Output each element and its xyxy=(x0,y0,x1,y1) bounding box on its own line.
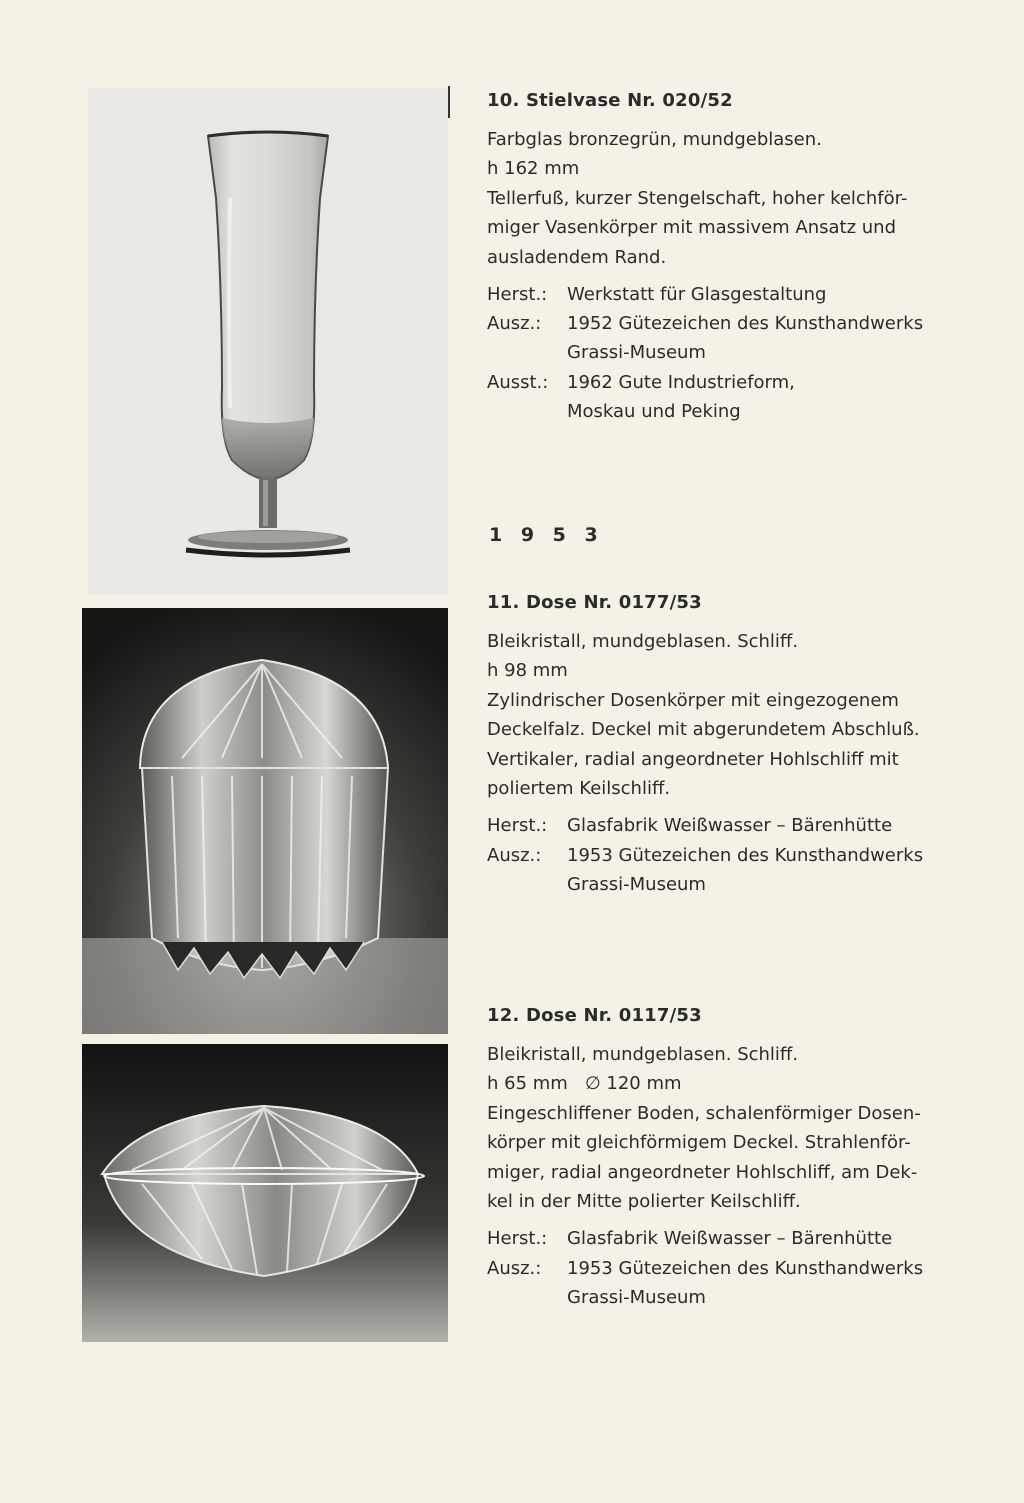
description-line: kel in der Mitte polierter Keilschliff. xyxy=(487,1191,801,1213)
entry-metadata xyxy=(487,280,987,426)
entry-title: 12. Dose Nr. 0117/53 xyxy=(487,1005,702,1026)
entry-metadata xyxy=(487,811,987,899)
description-line: h 98 mm xyxy=(487,660,568,682)
description-line: Bleikristall, mundgeblasen. Schliff. xyxy=(487,1044,799,1065)
description-line: Farbglas bronzegrün, mundgeblasen. xyxy=(487,129,822,150)
photo-cylindrical-box xyxy=(82,608,448,1034)
meta-value: Grassi-Museum xyxy=(567,873,706,895)
meta-key: Herst.: xyxy=(487,815,548,837)
meta-value: 1952 Gütezeichen des Kunsthandwerks xyxy=(567,313,924,335)
meta-key: Herst.: xyxy=(487,284,548,306)
meta-value: Glasfabrik Weißwasser – Bärenhütte xyxy=(567,1228,893,1250)
entry-description xyxy=(487,627,987,803)
meta-value: Grassi-Museum xyxy=(567,1286,706,1308)
meta-key: Ausz.: xyxy=(487,313,542,335)
description-line: Eingeschliffener Boden, schalenförmiger Dosen- xyxy=(487,1102,921,1124)
meta-value: Glasfabrik Weißwasser – Bärenhütte xyxy=(567,815,893,837)
meta-key: Ausst.: xyxy=(487,371,549,393)
entry-description xyxy=(487,1040,987,1216)
description-line: körper mit gleichförmigem Deckel. Strahlenför- xyxy=(487,1132,911,1154)
entry-description xyxy=(487,125,987,272)
entry-11 xyxy=(487,591,987,899)
description-line: miger Vasenkörper mit massivem Ansatz und xyxy=(487,217,896,239)
meta-value: Grassi-Museum xyxy=(567,342,706,364)
description-line: Bleikristall, mundgeblasen. Schliff. xyxy=(487,631,799,652)
meta-value: 1953 Gütezeichen des Kunsthandwerks xyxy=(567,844,924,866)
description-line: Zylindrischer Dosenkörper mit eingezogenem xyxy=(487,689,899,711)
description-line: Tellerfuß, kurzer Stengelschaft, hoher kelchför- xyxy=(487,187,908,209)
description-line: miger, radial angeordneter Hohlschliff, am Dek- xyxy=(487,1161,918,1183)
meta-value: 1953 Gütezeichen des Kunsthandwerks xyxy=(567,1257,924,1279)
entry-12 xyxy=(487,1004,987,1312)
meta-value: Werkstatt für Glasgestaltung xyxy=(567,284,827,306)
description-line: h 162 mm xyxy=(487,158,580,180)
description-line: Vertikaler, radial angeordneter Hohlschliff mit xyxy=(487,748,899,770)
description-line: poliertem Keilschliff. xyxy=(487,778,671,800)
meta-key: Ausz.: xyxy=(487,844,542,866)
margin-rule xyxy=(448,86,450,118)
description-line: h 65 mm ∅ 120 mm xyxy=(487,1073,682,1095)
meta-value: 1962 Gute Industrieform, xyxy=(567,371,795,393)
meta-value: Moskau und Peking xyxy=(567,400,741,422)
entry-title: 10. Stielvase Nr. 020/52 xyxy=(487,90,733,111)
meta-key: Herst.: xyxy=(487,1228,548,1250)
entry-metadata xyxy=(487,1224,987,1312)
description-line: ausladendem Rand. xyxy=(487,246,667,268)
meta-key: Ausz.: xyxy=(487,1257,542,1279)
photo-bowl-box xyxy=(82,1044,448,1342)
entry-10 xyxy=(487,89,987,426)
description-line: Deckelfalz. Deckel mit abgerundetem Abschluß. xyxy=(487,719,920,741)
year-heading: 1 9 5 3 xyxy=(489,524,604,546)
photo-stemmed-vase xyxy=(88,88,448,594)
entry-title: 11. Dose Nr. 0177/53 xyxy=(487,592,702,613)
